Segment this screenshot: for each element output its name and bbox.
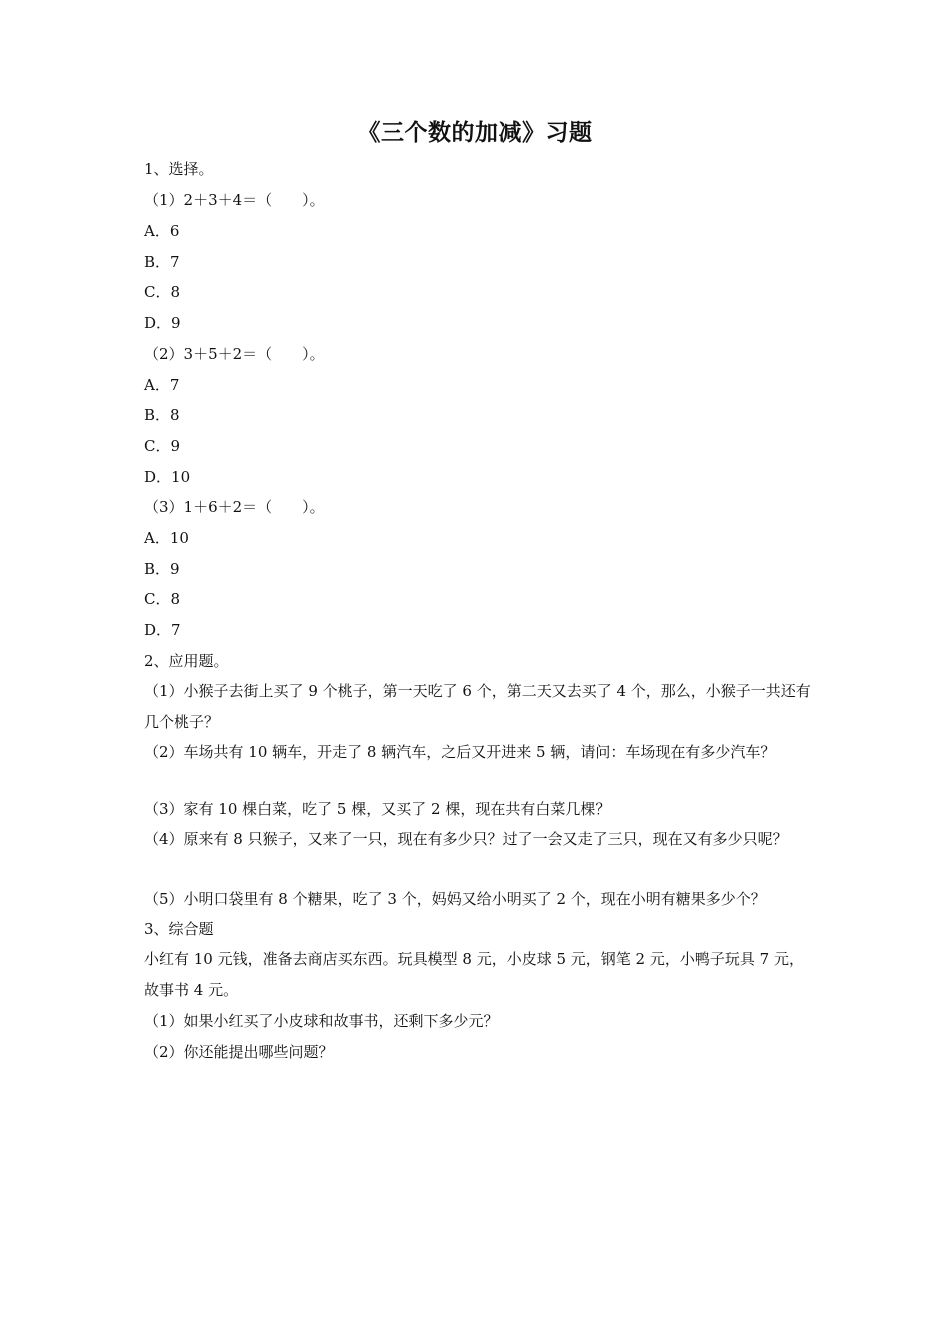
question-1-3-stem: （3）1＋6＋2＝（ ）。 [144,498,325,516]
question-1-1-option-b: B．7 [144,253,180,271]
question-1-3-option-b: B．9 [144,560,180,578]
section-1-heading: 1、选择。 [144,160,214,178]
question-1-2-stem: （2）3＋5＋2＝（ ）。 [144,345,325,363]
word-problem-2: （2）车场共有 10 辆车，开走了 8 辆汽车，之后又开进来 5 辆，请问：车场现在有多少汽车？ [144,743,776,761]
word-problem-1: （1）小猴子去街上买了 9 个桃子，第一天吃了 6 个，第二天又去买了 4 个，那么，小猴子一共还有几个桃子？ [144,682,811,731]
question-1-2-option-b: B．8 [144,406,180,424]
question-1-2-option-d: D．10 [144,468,191,486]
question-1-3-option-a: A．10 [144,529,189,547]
section-3-intro: 小红有 10 元钱，准备去商店买东西。玩具模型 8 元，小皮球 5 元，钢笔 2 元，小鸭子玩具 7 元，故事书 4 元。 [144,950,804,999]
question-1-3-option-c: C．8 [144,590,181,608]
word-problem-3: （3）家有 10 棵白菜，吃了 5 棵，又买了 2 棵，现在共有白菜几棵？ [144,800,611,818]
question-1-2-option-c: C．9 [144,437,181,455]
question-1-2-option-a: A．7 [144,376,180,394]
question-1-1-option-a: A．6 [144,222,180,240]
section-3-heading: 3、综合题 [144,920,214,938]
section-2-heading: 2、应用题。 [144,652,229,670]
document-title: 《三个数的加减》习题 [357,119,593,146]
question-1-1-stem: （1）2＋3＋4＝（ ）。 [144,191,325,209]
question-1-1-option-d: D．9 [144,314,181,332]
word-problem-5: （5）小明口袋里有 8 个糖果，吃了 3 个，妈妈又给小明买了 2 个，现在小明有糖果多少个？ [144,890,766,908]
question-1-3-option-d: D．7 [144,621,181,639]
section-3-question-1: （1）如果小红买了小皮球和故事书，还剩下多少元？ [144,1012,499,1030]
section-3-question-2: （2）你还能提出哪些问题？ [144,1043,334,1061]
word-problem-4: （4）原来有 8 只猴子，又来了一只，现在有多少只？过了一会又走了三只，现在又有多少只呢？ [144,830,788,848]
question-1-1-option-c: C．8 [144,283,181,301]
